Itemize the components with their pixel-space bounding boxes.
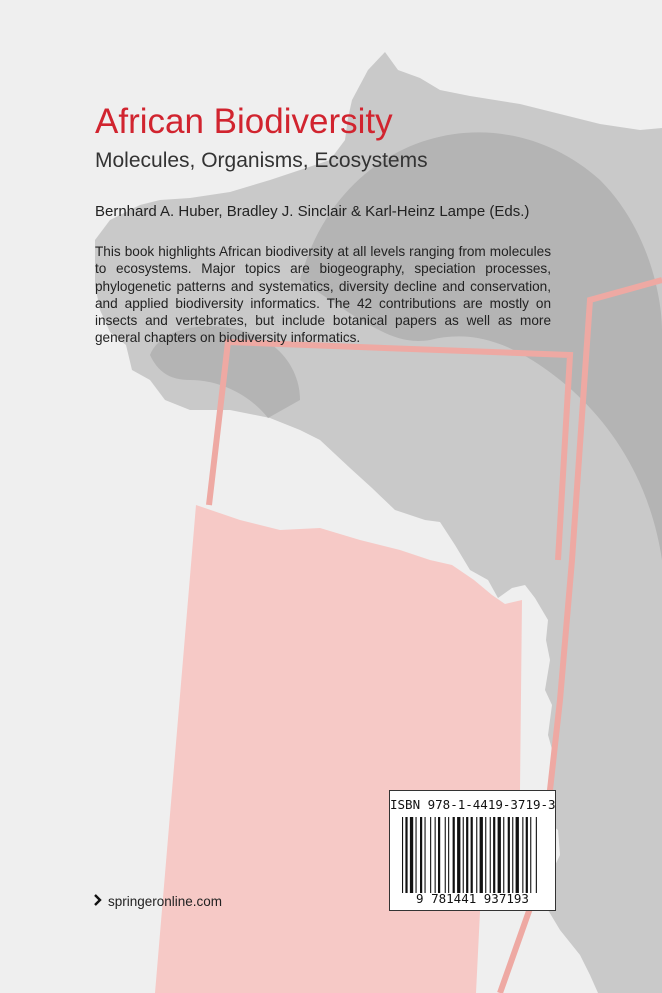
book-description: This book highlights African biodiversity at all levels ranging from molecules to ecosystems. Major topics are biogeography, speciation processes, phylogenetic patterns and systematics, diversity decline and conservation, and applied biodiversity informatics. The 42 contributions are mostly on insects and vertebrates, but include botanical papers as well as more general chapters on biodiversity informatics. xyxy=(95,244,551,346)
isbn-label: ISBN 978-1-4419-3719-3 xyxy=(390,797,556,812)
barcode-bar xyxy=(498,817,501,893)
barcode-bar xyxy=(526,817,528,893)
barcode-bar xyxy=(522,817,523,893)
barcode-bar xyxy=(466,817,468,893)
barcode-bar xyxy=(416,817,417,893)
pink-band-fill xyxy=(155,505,522,993)
barcode-bar xyxy=(420,817,422,893)
barcode-bar xyxy=(512,817,513,893)
barcode-digits: 9 781441 937193 xyxy=(416,891,529,906)
publisher-url: springeronline.com xyxy=(108,894,223,909)
barcode-bar xyxy=(445,817,446,893)
barcode-bar xyxy=(425,817,426,893)
barcode-bar xyxy=(508,817,510,893)
barcode-bar xyxy=(448,817,449,893)
barcode-bar xyxy=(405,817,407,893)
barcode-icon xyxy=(402,817,546,893)
isbn-barcode-box xyxy=(389,790,556,911)
barcode-bar xyxy=(453,817,455,893)
barcode-bar xyxy=(476,817,477,893)
barcode-bar xyxy=(516,817,519,893)
barcode-bar xyxy=(493,817,495,893)
barcode-bar xyxy=(438,817,440,893)
book-title: African Biodiversity xyxy=(95,102,393,141)
barcode-bar xyxy=(457,817,460,893)
publisher-link[interactable] xyxy=(94,893,222,911)
barcode-bar xyxy=(402,817,403,893)
barcode-bar xyxy=(480,817,483,893)
book-editors: Bernhard A. Huber, Bradley J. Sinclair & Karl-Heinz Lampe (Eds.) xyxy=(95,203,530,220)
barcode-bar xyxy=(485,817,486,893)
barcode-bar xyxy=(530,817,531,893)
chevron-right-icon xyxy=(94,893,104,911)
barcode-bar xyxy=(503,817,504,893)
barcode-bar xyxy=(536,817,537,893)
barcode-bar xyxy=(471,817,473,893)
barcode-bar xyxy=(435,817,436,893)
barcode-bar xyxy=(410,817,413,893)
barcode-bar xyxy=(430,817,431,893)
book-subtitle: Molecules, Organisms, Ecosystems xyxy=(95,149,428,172)
barcode-bar xyxy=(463,817,464,893)
barcode-bar xyxy=(490,817,491,893)
